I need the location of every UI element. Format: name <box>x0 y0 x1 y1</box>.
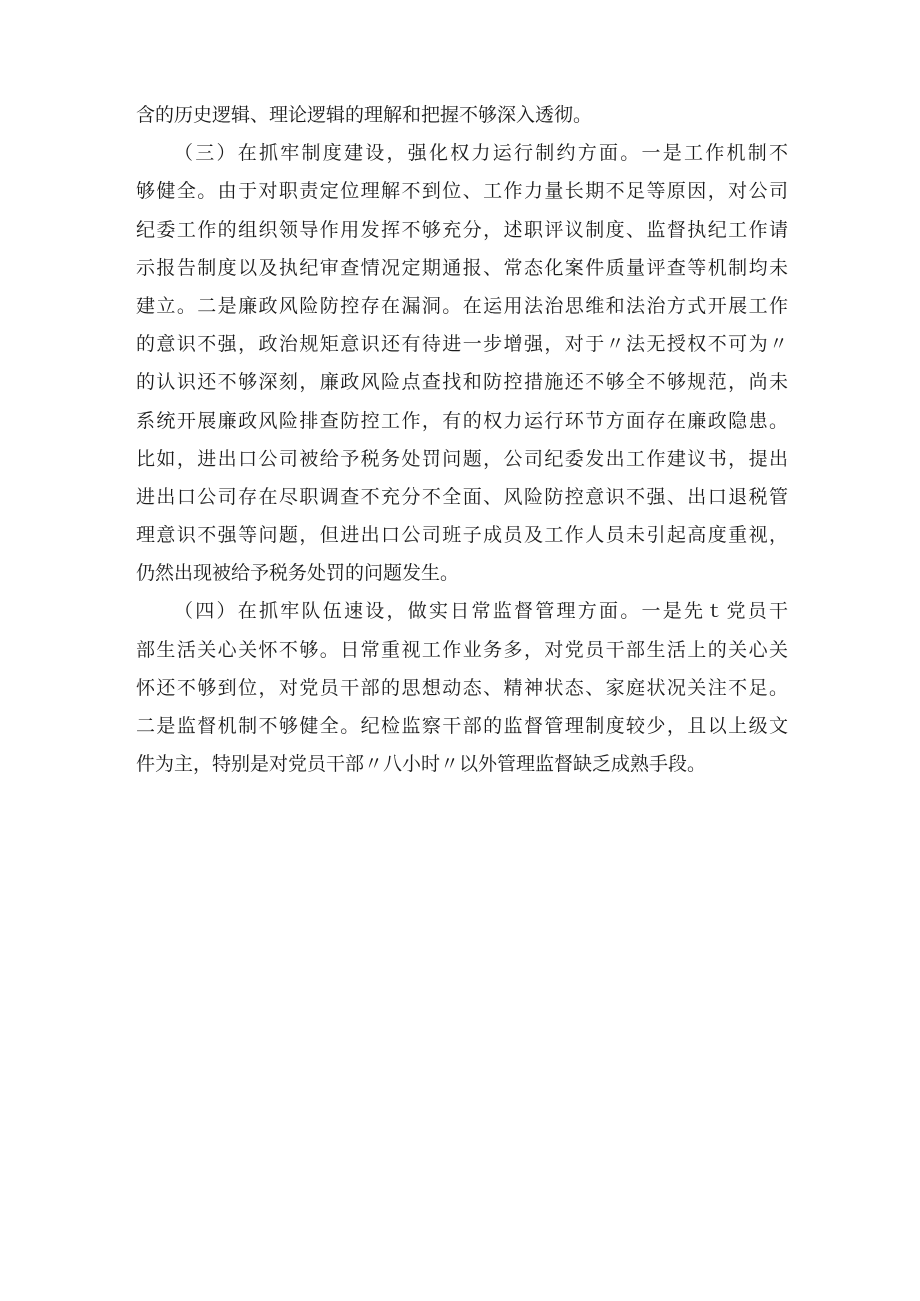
text-line: （四）在抓牢队伍速设，做实日常监督管理方面。一是先ｔ党员干 <box>174 600 788 623</box>
text-line: 的认识还不够深刻，廉政风险点查找和防控措施还不够全不够规范，尚未 <box>136 371 788 394</box>
text-line: 的意识不强，政治规矩意识还有待进一步增强，对于〃法无授权不可为〃 <box>136 333 788 356</box>
text-line: 纪委工作的组织领导作用发挥不够充分，述职评议制度、监督执纪工作请 <box>136 218 788 241</box>
text-line: 件为主，特别是对党员干部〃八小时〃以外管理监督缺乏成熟手段。 <box>136 753 707 776</box>
text-line: 含的历史逻辑、理论逻辑的理解和把握不够深入透彻。 <box>136 104 593 126</box>
text-line: 仍然出现被给予税务处罚的问题发生。 <box>136 562 460 585</box>
text-line: 示报告制度以及执纪审查情况定期通报、常态化案件质量评查等机制均未 <box>136 256 788 279</box>
text-line: 进出口公司存在尽职调查不充分不全面、风险防控意识不强、出口退税管 <box>136 485 788 508</box>
text-line: 部生活关心关怀不够。日常重视工作业务多，对党员干部生活上的关心关 <box>136 638 788 661</box>
text-line: 比如，进出口公司被给予税务处罚问题，公司纪委发出工作建议书，提出 <box>136 447 788 470</box>
text-line: 怀还不够到位，对党员干部的思想动态、精神状态、家庭状况关注不足。 <box>136 676 788 699</box>
text-line: （三）在抓牢制度建设，强化权力运行制约方面。一是工作机制不 <box>174 142 788 165</box>
text-line: 建立。二是廉政风险防控存在漏洞。在运用法治思维和法治方式开展工作 <box>136 294 788 317</box>
text-line: 够健全。由于对职责定位理解不到位、工作力量长期不足等原因，对公司 <box>136 180 788 203</box>
text-line: 理意识不强等问题，但进出口公司班子成员及工作人员未引起高度重视， <box>136 524 788 547</box>
document-body <box>136 96 788 783</box>
text-line: 二是监督机制不够健全。纪检监察干部的监督管理制度较少，且以上级文 <box>136 715 788 737</box>
text-line: 系统开展廉政风险排查防控工作，有的权力运行环节方面存在廉政隐患。 <box>136 409 788 432</box>
